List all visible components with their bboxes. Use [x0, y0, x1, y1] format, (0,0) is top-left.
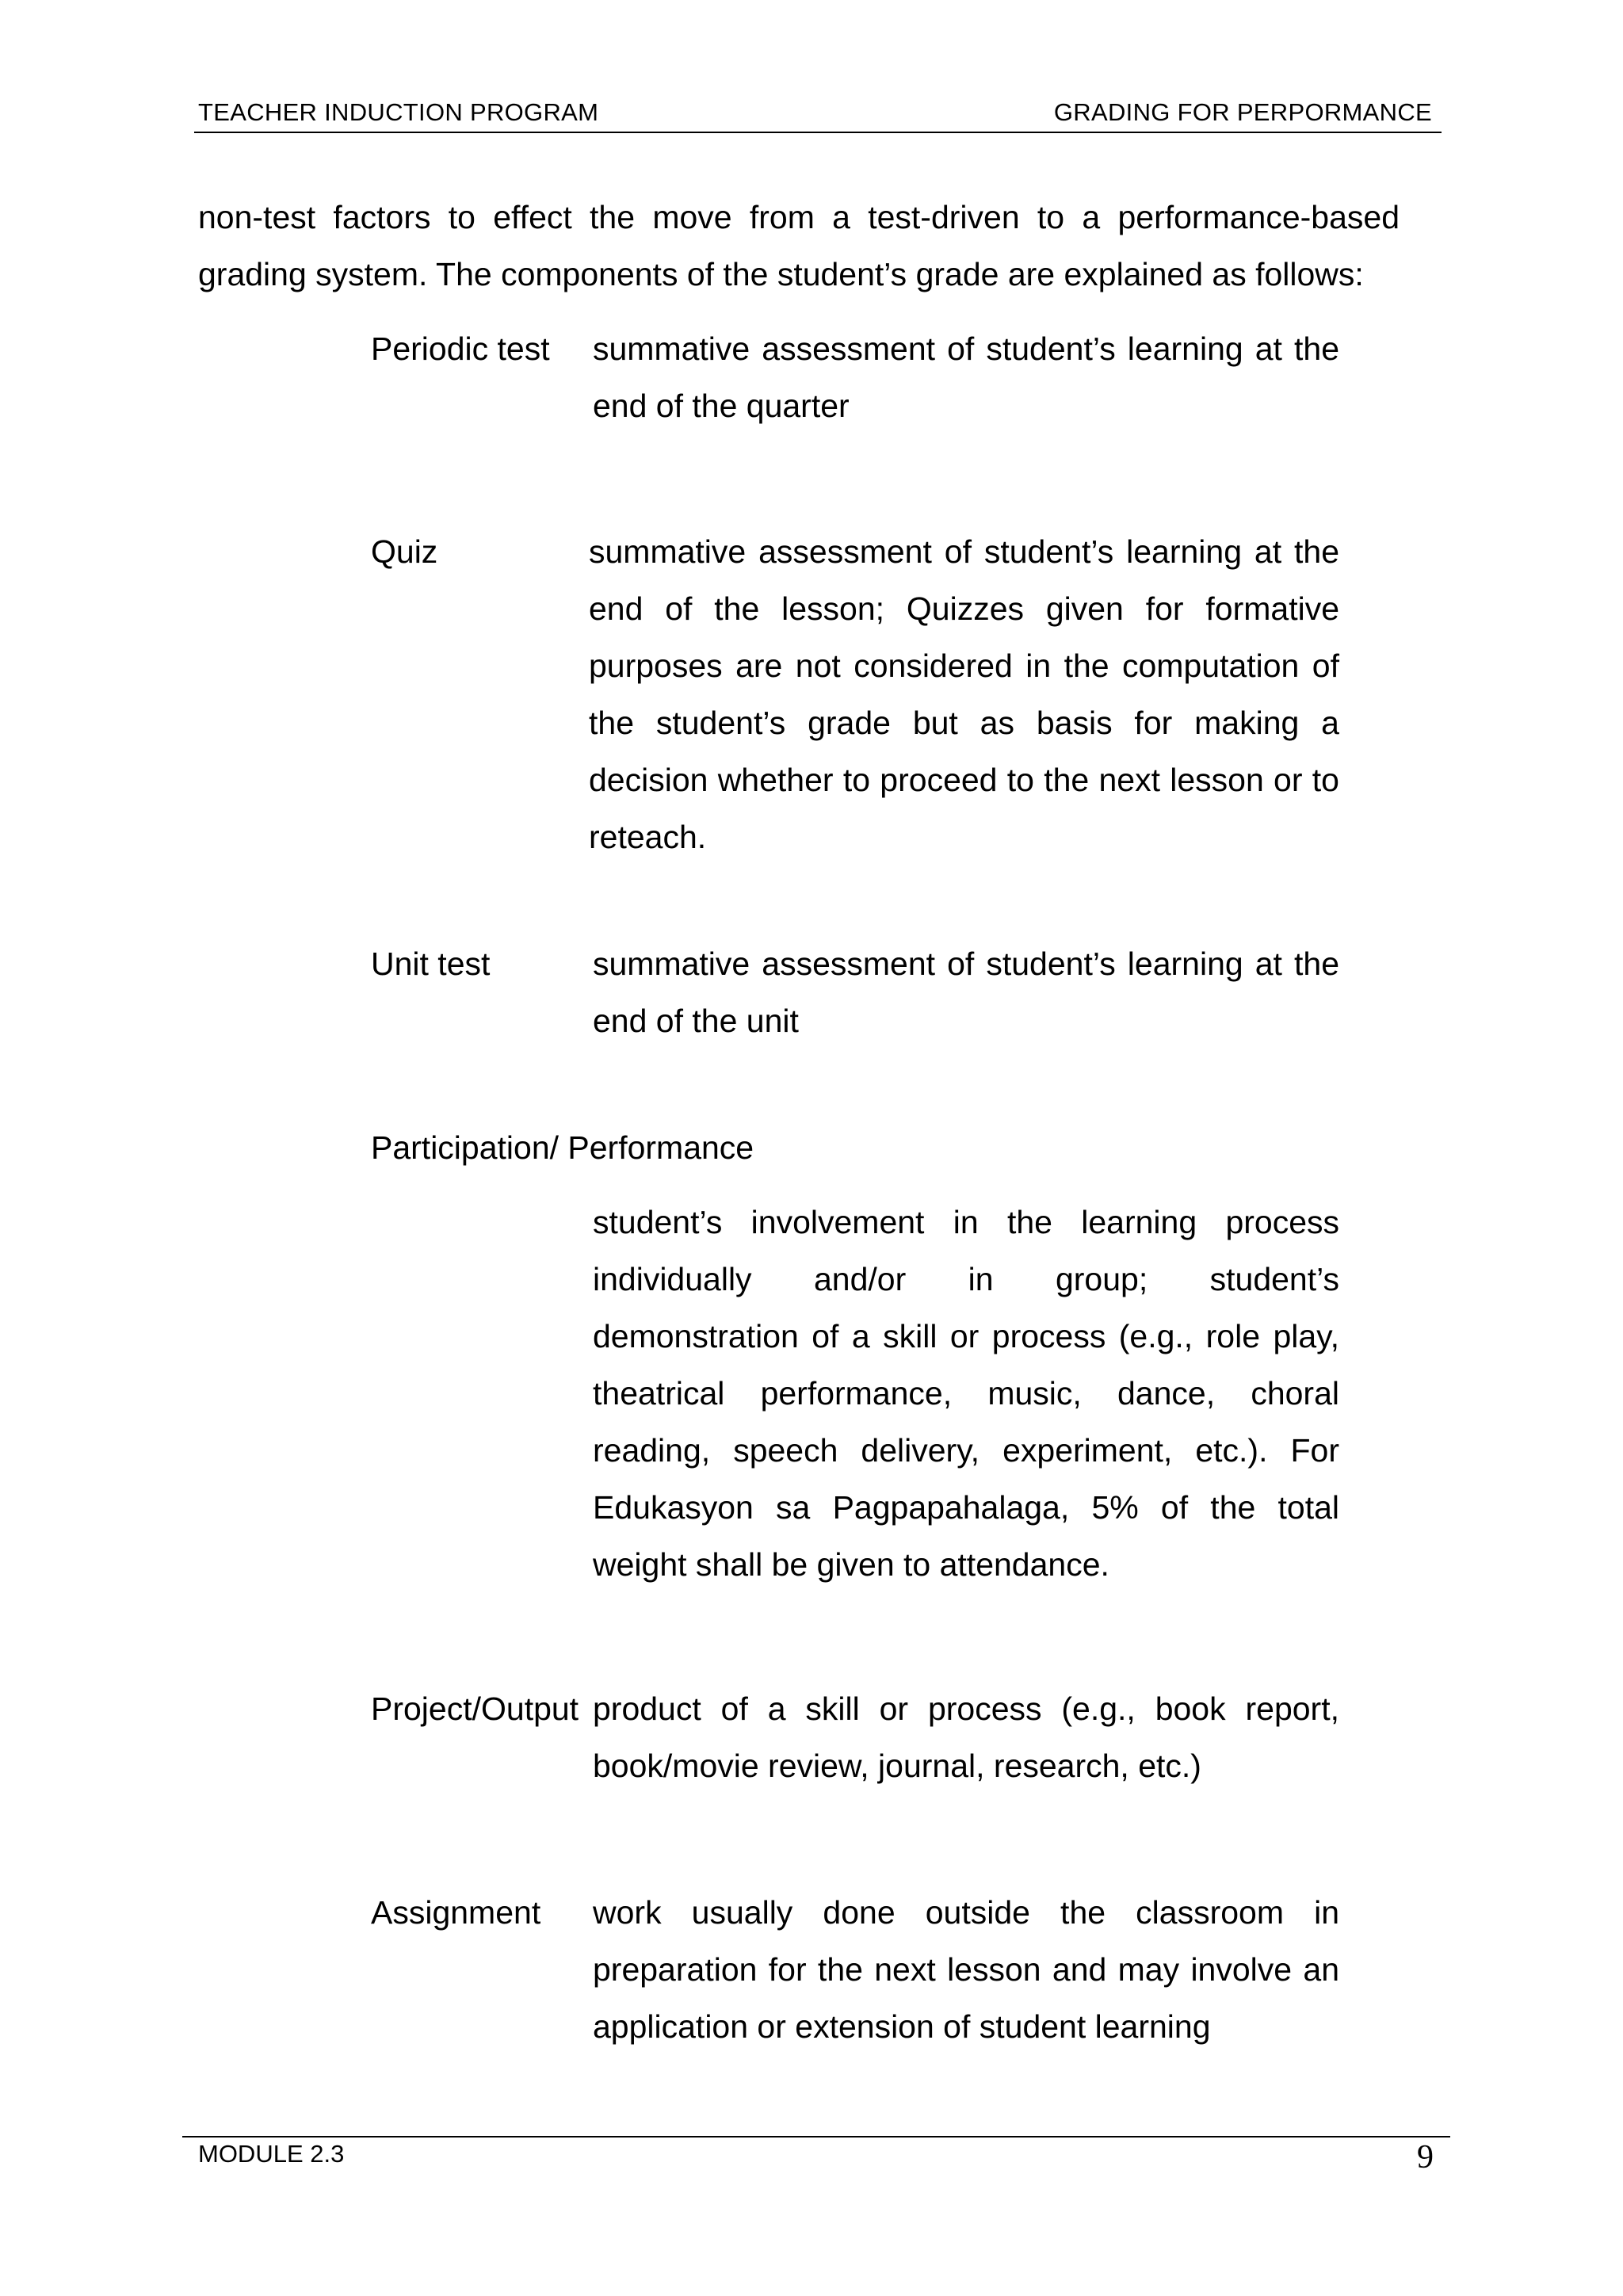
term-project-output: Project/Output — [371, 1690, 579, 1727]
intro-line-2: grading system. The components of the student’s grade are explained as follows: — [198, 256, 1364, 292]
definition-assignment: work usually done outside the classroom in preparation for the next lesson and may involve an application or extension of student learning — [593, 1894, 1339, 2045]
definition-project-output: product of a skill or process (e.g., book report, book/movie review, journal, research, etc.) — [593, 1690, 1339, 1784]
term-unit-test: Unit test — [371, 946, 491, 982]
definition-unit-test: summative assessment of student’s learning at the end of the unit — [593, 946, 1339, 1039]
term-periodic-test: Periodic test — [371, 330, 550, 367]
definition-participation-performance: student’s involvement in the learning process individually and/or in group; student’s demonstration of a skill or process (e.g., role play, theatrical performance, music, dance, choral reading, speech delivery, experiment, etc.). For Edukasyon sa Pagpapahalaga, 5% of the total weight shall be given to attendance. — [593, 1204, 1339, 1583]
page-number: 9 — [1417, 2139, 1434, 2176]
header-section-title: GRADING FOR PERPORMANCE — [1053, 98, 1432, 126]
intro-paragraph — [198, 189, 1400, 303]
term-participation-performance: Participation/ Performance — [371, 1129, 754, 1166]
intro-line-1: non-test factors to effect the move from a test-driven to a performance-based — [198, 199, 1400, 235]
footer-module-label: MODULE 2.3 — [198, 2140, 345, 2168]
header-program-title: TEACHER INDUCTION PROGRAM — [198, 98, 599, 126]
definition-quiz: summative assessment of student’s learning at the end of the lesson; Quizzes given for formative purposes are not considered in the computation of the student’s grade but as basis for making a decision whether to proceed to the next lesson or to reteach. — [589, 533, 1339, 855]
header-divider — [194, 132, 1442, 133]
definition-periodic-test: summative assessment of student’s learning at the end of the quarter — [593, 330, 1339, 424]
page-header — [194, 94, 1442, 133]
term-assignment: Assignment — [371, 1894, 541, 1931]
footer-divider — [182, 2136, 1450, 2137]
term-quiz: Quiz — [371, 533, 438, 570]
